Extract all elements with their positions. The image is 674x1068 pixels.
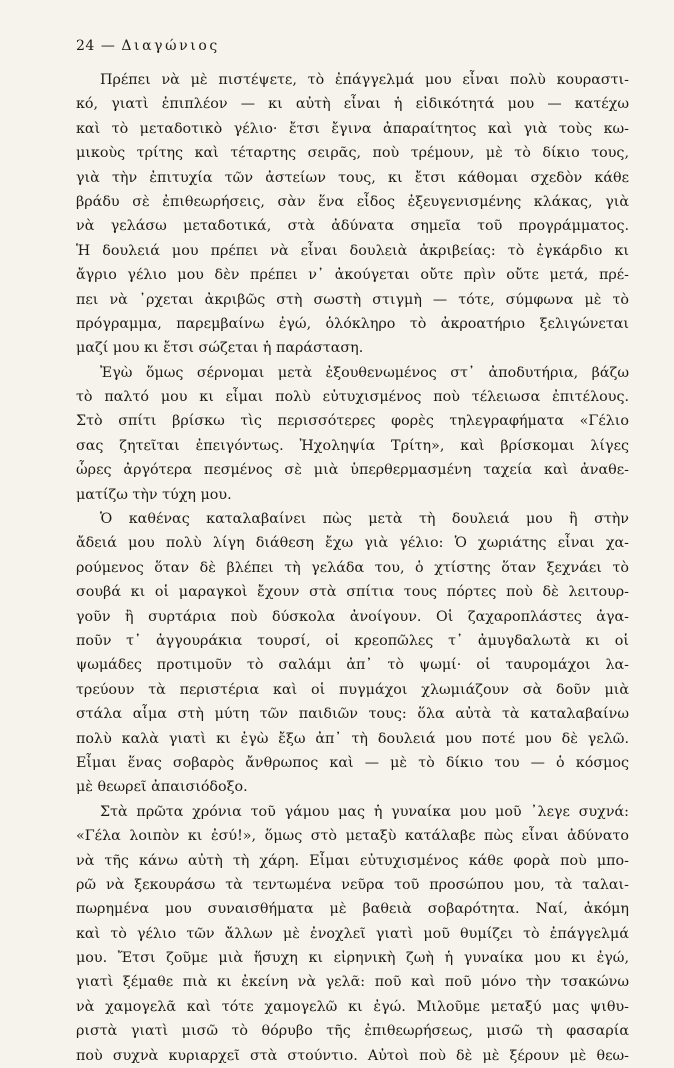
text-line: ὧρες ἀργότερα πεσμένος σὲ μιὰ ὑπερθερμασμένη ταχεία καὶ ἀναθε- xyxy=(76,462,629,479)
text-line: Στὸ σπίτι βρίσκω τὶς περισσότερες φορὲς τηλεγραφήματα «Γέλιο xyxy=(76,413,629,430)
text-line: νὰ γελάσω μεταδοτικά, στὰ ἀδύνατα σημεῖα τοῦ προγράμματος. xyxy=(76,218,629,235)
text-line: καὶ τὸ μεταδοτικὸ γέλιο· ἔτσι ἔγινα ἀπαραίτητος καὶ γιὰ τοὺς κω- xyxy=(76,120,629,137)
text-line: Ὁ καθένας καταλαβαίνει πὼς μετὰ τὴ δουλειά μου ἢ στὴν xyxy=(100,511,629,528)
text-line: ποὺ συχνὰ κυριαρχεῖ στὰ στούντιο. Αὐτοὶ ποὺ δὲ μὲ ξέρουν μὲ θεω- xyxy=(76,1047,629,1064)
page-number: 24 xyxy=(76,38,95,54)
text-line: πρόγραμμα, παρεμβαίνω ἐγώ, ὁλόκληρο τὸ ἀκροατήριο ξελιγώνεται xyxy=(76,315,629,332)
text-line: μικοὺς τρίτης καὶ τέταρτης σειρᾶς, ποὺ τρέμουν, μὲ τὸ δίκιο τους, xyxy=(76,145,629,162)
text-line: «Γέλα λοιπὸν κι ἐσύ!», ὅμως στὸ μεταξὺ κατάλαβε πὼς εἶναι ἀδύνατο xyxy=(76,828,629,845)
text-line: πωρημένα μου συναισθήματα μὲ βαθειὰ σοβαρότητα. Ναί, ἀκόμη xyxy=(76,901,629,918)
text-line: σουβά κι οἱ μαραγκοὶ ἔχουν στὰ σπίτια τους πόρτες ποὺ δὲ λειτουρ- xyxy=(76,584,629,601)
text-line: πολὺ καλὰ γιατὶ κι ἐγὼ ἔξω ἀπ᾿ τὴ δουλειά μου ποτέ μου δὲ γελῶ. xyxy=(76,730,629,747)
text-line: Εἶμαι ἕνας σοβαρὸς ἄνθρωπος καὶ — μὲ τὸ δίκιο του — ὁ κόσμος xyxy=(76,754,629,771)
text-line: Ἡ δουλειά μου πρέπει νὰ εἶναι δουλειὰ ἀκριβείας: τὸ ἐγκάρδιο κι xyxy=(76,242,629,259)
text-line: ἄγριο γέλιο μου δὲν πρέπει ν᾿ ἀκούγεται οὔτε πρὶν οὔτε μετά, πρέ- xyxy=(76,267,629,284)
text-line: Ἐγὼ ὅμως σέρνομαι μετὰ ἐξουθενωμένος στ᾿ ἀποδυτήρια, βάζω xyxy=(100,364,629,381)
text-line: μὲ θεωρεῖ ἀπαισιόδοξο. xyxy=(76,779,248,796)
text-line: τρεύουν τὰ περιστέρια καὶ οἱ πυγμάχοι χλωμιάζουν σὰ δοῦν μιὰ xyxy=(76,681,629,698)
text-line: καὶ τὸ γέλιο τῶν ἄλλων μὲ ἐνοχλεῖ γιατὶ μοῦ θυμίζει τὸ ἐπάγγελμά xyxy=(76,925,629,942)
text-line: νὰ τῆς κάνω αὐτὴ τὴ χάρη. Εἶμαι εὐτυχισμένος κάθε φορὰ ποὺ μπο- xyxy=(76,852,629,869)
text-line: μαζί μου κι ἔτσι σώζεται ἡ παράσταση. xyxy=(76,340,364,357)
text-line: γιατὶ ξέμαθε πιὰ κι ἐκείνη νὰ γελᾶ: ποῦ καὶ ποῦ μόνο τὴν τσακώνω xyxy=(76,974,629,991)
text-line: ρούμενος ὅταν δὲ βλέπει τὴ γελάδα του, ὁ χτίστης ὅταν ξεχνάει τὸ xyxy=(76,559,629,576)
text-line: πει νὰ ᾿ρχεται ἀκριβῶς στὴ σωστὴ στιγμὴ — τότε, σύμφωνα μὲ τὸ xyxy=(76,291,629,308)
running-head xyxy=(76,38,220,54)
text-line: ποῦν τ᾿ ἀγγουράκια τουρσί, οἱ κρεοπῶλες τ᾿ ἀμυγδαλωτὰ κι οἱ xyxy=(76,632,629,649)
text-line: νὰ χαμογελᾶ καὶ τότε χαμογελῶ κι ἐγώ. Μιλοῦμε μεταξύ μας ψιθυ- xyxy=(76,998,629,1015)
text-line: τὸ παλτό μου κι εἶμαι πολὺ εὐτυχισμένος ποὺ τέλειωσα ἐπιτέλους. xyxy=(76,389,629,406)
text-line: μου. Ἔτσι ζοῦμε μιὰ ἥσυχη κι εἰρηνικὴ ζωὴ ἡ γυναίκα μου κι ἐγώ, xyxy=(76,950,629,967)
text-line: ριστὰ γιατὶ μισῶ τὸ θόρυβο τῆς ἐπιθεωρήσεως, μισῶ τὴ φασαρία xyxy=(76,1023,629,1040)
body-text xyxy=(76,68,629,1068)
text-line: σας ζητεῖται ἐπειγόντως. Ἠχοληψία Τρίτη», καὶ βρίσκομαι λίγες xyxy=(76,437,629,454)
text-line: κό, γιατὶ ἐπιπλέον — κι αὐτὴ εἶναι ἡ εἰδικότητά μου — κατέχω xyxy=(76,96,629,113)
header-dash: — xyxy=(100,38,116,54)
text-line: ψωμάδες προτιμοῦν τὸ σαλάμι ἀπ᾿ τὸ ψωμί· οἱ ταυρομάχοι λα- xyxy=(76,657,629,674)
text-line: στάλα αἷμα στὴ μύτη τῶν παιδιῶν τους: ὅλα αὐτὰ τὰ καταλαβαίνω xyxy=(76,706,629,723)
text-line: ἄδειά μου πολὺ λίγη διάθεση ἔχω γιὰ γέλιο: Ὁ χωριάτης εἶναι χα- xyxy=(76,535,629,552)
text-line: γοῦν ἢ συρτάρια ποὺ δύσκολα ἀνοίγουν. Οἱ ζαχαροπλάστες ἀγα- xyxy=(76,608,629,625)
text-line: Πρέπει νὰ μὲ πιστέψετε, τὸ ἐπάγγελμά μου εἶναι πολὺ κουραστι- xyxy=(100,72,629,88)
text-line: γιὰ τὴν ἐπιτυχία τῶν ἀστείων τους, κι ἔτσι κάθομαι σχεδὸν κάθε xyxy=(76,169,629,186)
running-title: Διαγώνιος xyxy=(121,38,220,54)
text-line: Στὰ πρῶτα χρόνια τοῦ γάμου μας ἡ γυναίκα μου μοῦ ᾿λεγε συχνά: xyxy=(100,803,629,820)
text-line: ματίζω τὴν τύχη μου. xyxy=(76,486,232,503)
text-line: βράδυ σὲ ἐπιθεωρήσεις, σὰν ἕνα εἶδος ἐξευγενισμένης κλάκας, γιὰ xyxy=(76,193,629,210)
text-line: ρῶ νὰ ξεκουράσω τὰ τεντωμένα νεῦρα τοῦ προσώπου μου, τὰ ταλαι- xyxy=(76,876,629,893)
